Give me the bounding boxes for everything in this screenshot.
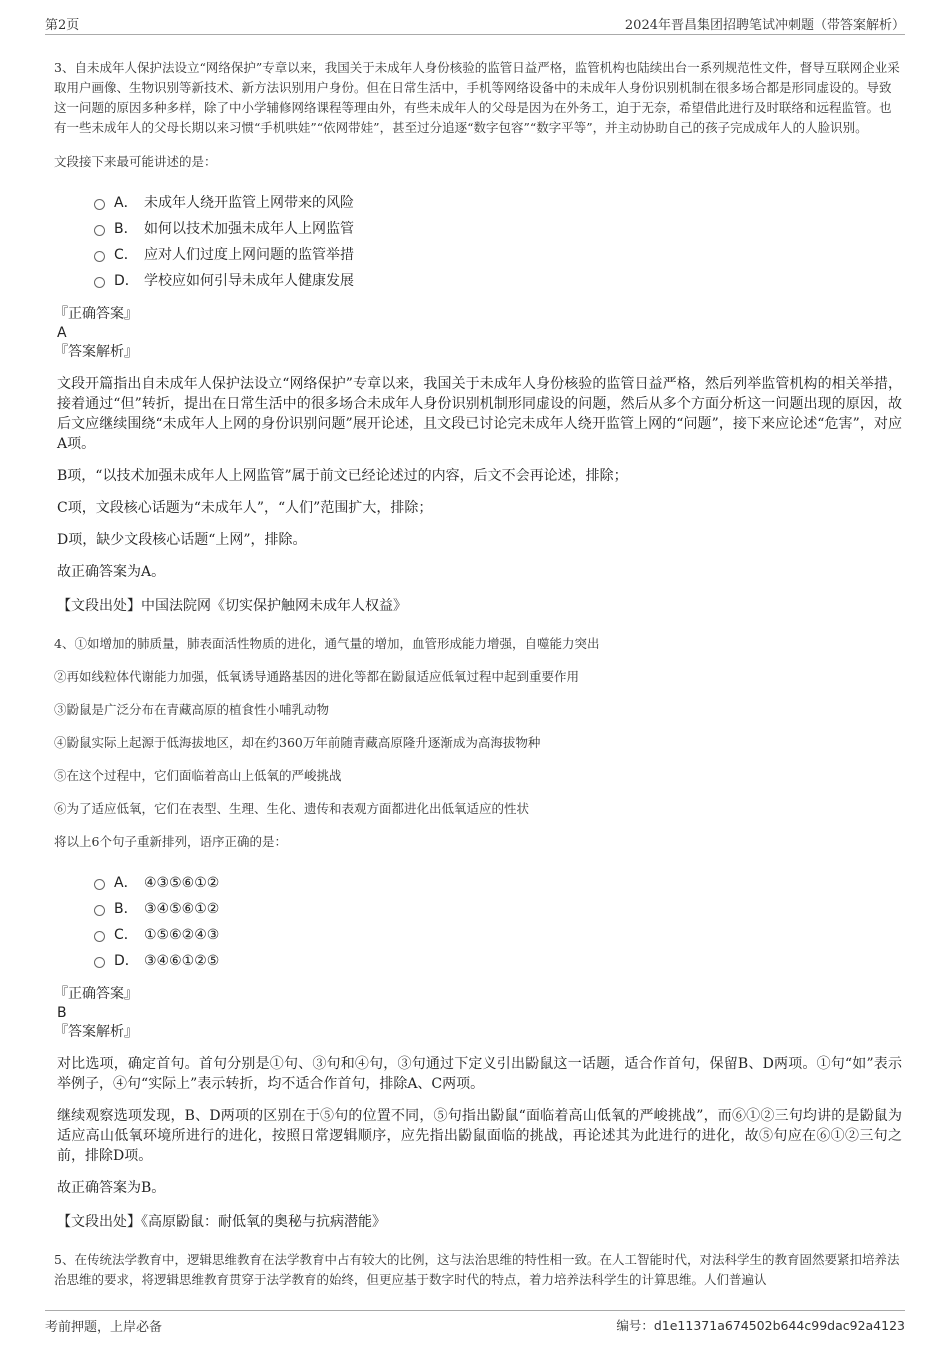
option-a[interactable]: A． ④③⑤⑥①② (94, 870, 902, 896)
sentence-item: ④鼢鼠实际上起源于低海拔地区，却在约360万年前随青藏高原隆升逐渐成为高海拔物种 (54, 735, 541, 750)
analysis-paragraph: 继续观察选项发现，B、D两项的区别在于⑤句的位置不同，⑤句指出鼢鼠“面临着高山低氧的严峻挑战”，而⑥①②三句均讲的是鼢鼠为适应高山低氧环境所进行的进化，按照日常逻辑顺序，应先指出鼢鼠面临的挑战，再论述其为此进行的进化，故⑤句应在⑥①②三句之前，排除D项。 (57, 1108, 902, 1164)
page-footer (45, 1310, 905, 1335)
radio-button-icon[interactable] (94, 905, 105, 916)
option-c[interactable]: C． 应对人们过度上网问题的监管举措 (94, 242, 902, 268)
question-5 (54, 1250, 902, 1290)
option-c[interactable]: C． ①⑤⑥②④③ (94, 922, 902, 948)
analysis-paragraph: C项，文段核心话题为“未成年人”，“人们”范围扩大，排除； (57, 500, 433, 516)
question-5-text: 5、在传统法学教育中，逻辑思维教育在法学教育中占有较大的比例，这与法治思维的特性相一致。在人工智能时代，对法科学生的教育固然要紧扣培养法治思维的要求，将逻辑思维教育贯穿于法学教育的始终，但更应基于数字时代的特点，着力培养法科学生的计算思维。人们普遍认 (54, 1252, 900, 1287)
text-source: 【文段出处】《高原鼢鼠：耐低氧的奥秘与抗病潜能》 (57, 1214, 386, 1230)
sentence-item: 4、①如增加的肺质量，肺表面活性物质的进化，通气量的增加，血管形成能力增强，自噬能力突出 (54, 636, 600, 651)
question-3-options (94, 190, 902, 294)
analysis-paragraph: 文段开篇指出自未成年人保护法设立“网络保护”专章以来，我国关于未成年人身份核验的监管日益严格，然后列举监管机构的相关举措，接着通过“但”转折，提出在日常生活中的很多场合未成年人身份识别机制形同虚设的问题，然后从多个方面分析这一问题出现的原因，故后文应继续围绕“未成年人上网的身份识别问题”展开论述，且文段已讨论完未成年人绕开监管上网的“问题”，接下来应论述“危害”，对应A项。 (57, 376, 902, 452)
radio-button-icon[interactable] (94, 277, 105, 288)
correct-answer-value: B (57, 1005, 67, 1021)
option-b[interactable]: B． ③④⑤⑥①② (94, 896, 902, 922)
page-header (45, 12, 905, 35)
sentence-item: ②再如线粒体代谢能力加强，低氧诱导通路基因的进化等都在鼢鼠适应低氧过程中起到重要作用 (54, 669, 580, 684)
sentence-item: ⑥为了适应低氧，它们在表型、生理、生化、遗传和表观方面都进化出低氧适应的性状 (54, 801, 530, 816)
option-d[interactable]: D． ③④⑥①②⑤ (94, 948, 902, 974)
question-3-text: 3、自未成年人保护法设立“网络保护”专章以来，我国关于未成年人身份核验的监管日益严格，监管机构也陆续出台一系列规范性文件，督导互联网企业采取用户画像、生物识别等新技术、新方法识别用户身份。但在日常生活中，手机等网络设备中的未成年人身份识别机制在很多场合都是形同虚设的。导致这一问题的原因多种多样，除了中小学辅修网络课程等理由外，有些未成年人的父母是因为在外务工，迫于无奈，希望借此进行及时联络和远程监管。也有一些未成年人的父母长期以来习惯“手机哄娃”“依网带娃”，甚至过分追逐“数字包容”“数字平等”，并主动协助自己的孩子完成成年人的人脸识别。 (54, 60, 900, 135)
document-title: 2024年晋昌集团招聘笔试冲刺题（带答案解析） (624, 18, 905, 33)
sentence-item: ⑤在这个过程中，它们面临着高山上低氧的严峻挑战 (54, 768, 342, 783)
page-content (54, 58, 902, 1304)
question-4-options (94, 870, 902, 974)
analysis-label: 『答案解析』 (54, 344, 138, 360)
page-number: 第2页 (45, 18, 80, 33)
analysis-paragraph: D项，缺少文段核心话题“上网”，排除。 (57, 532, 307, 548)
text-source: 【文段出处】中国法院网《切实保护触网未成年人权益》 (57, 598, 407, 614)
correct-answer-value: A (57, 325, 67, 341)
sentence-item: ③鼢鼠是广泛分布在青藏高原的植食性小哺乳动物 (54, 702, 330, 717)
question-4-prompt: 将以上6个句子重新排列，语序正确的是： (54, 834, 287, 849)
radio-button-icon[interactable] (94, 225, 105, 236)
radio-button-icon[interactable] (94, 251, 105, 262)
analysis-label: 『答案解析』 (54, 1024, 138, 1040)
question-3-prompt: 文段接下来最可能讲述的是： (54, 154, 217, 169)
radio-button-icon[interactable] (94, 957, 105, 968)
radio-button-icon[interactable] (94, 199, 105, 210)
option-a[interactable]: A． 未成年人绕开监管上网带来的风险 (94, 190, 902, 216)
analysis-paragraph: B项，“以技术加强未成年人上网监管”属于前文已经论述过的内容，后文不会再论述，排除； (57, 468, 628, 484)
correct-answer-label: 『正确答案』 (54, 986, 138, 1002)
option-b[interactable]: B． 如何以技术加强未成年人上网监管 (94, 216, 902, 242)
radio-button-icon[interactable] (94, 879, 105, 890)
question-4 (54, 634, 902, 1232)
document-code: 编号：d1e11371a674502b644c99dac92a4123 (616, 1318, 905, 1333)
analysis-paragraph: 故正确答案为A。 (57, 564, 166, 580)
analysis-paragraph: 故正确答案为B。 (57, 1180, 166, 1196)
radio-button-icon[interactable] (94, 931, 105, 942)
analysis-paragraph: 对比选项，确定首句。首句分别是①句、③句和④句，③句通过下定义引出鼢鼠这一话题，适合作首句，保留B、D两项。①句“如”表示举例子，④句“实际上”表示转折，均不适合作首句，排除A、C两项。 (57, 1056, 902, 1092)
question-3 (54, 58, 902, 616)
option-d[interactable]: D． 学校应如何引导未成年人健康发展 (94, 268, 902, 294)
footer-slogan: 考前押题，上岸必备 (45, 1320, 163, 1335)
correct-answer-label: 『正确答案』 (54, 306, 138, 322)
